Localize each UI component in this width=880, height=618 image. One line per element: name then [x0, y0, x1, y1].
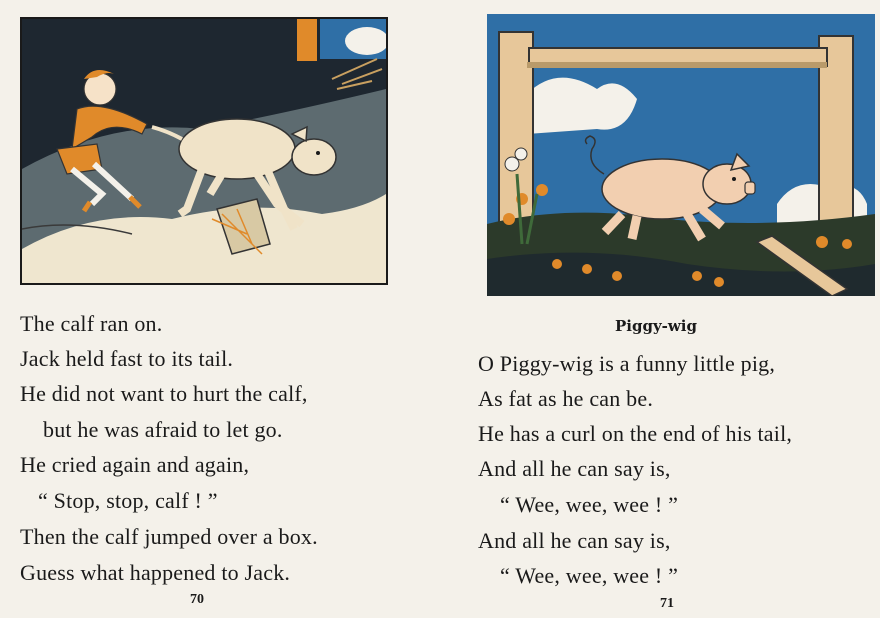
right-page — [440, 0, 880, 618]
text-line: The calf ran on. — [20, 311, 163, 336]
page-number: 70 — [190, 592, 204, 607]
piggy-wig-illustration — [487, 14, 875, 296]
poem-line: And all he can say is, — [478, 528, 671, 553]
poem-line: And all he can say is, — [478, 456, 671, 481]
poem-line: As fat as he can be. — [478, 386, 654, 411]
text-line: Then the calf jumped over a box. — [20, 524, 318, 549]
text-line: Jack held fast to its tail. — [20, 346, 234, 371]
poem-line: O Piggy-wig is a funny little pig, — [478, 351, 776, 376]
poem-line: “ Wee, wee, wee ! ” — [500, 563, 679, 588]
text-line: He did not want to hurt the calf, — [20, 381, 308, 406]
text-line: “ Stop, stop, calf ! ” — [38, 488, 218, 513]
text-line: Guess what happened to Jack. — [20, 560, 291, 585]
text-line: but he was afraid to let go. — [43, 417, 283, 442]
text-line: He cried again and again, — [20, 452, 250, 477]
poem-title: Piggy-wig — [615, 317, 697, 335]
poem-line: “ Wee, wee, wee ! ” — [500, 492, 679, 517]
page-number: 71 — [660, 596, 674, 611]
calf-and-jack-illustration — [20, 17, 388, 285]
poem-line: He has a curl on the end of his tail, — [478, 421, 793, 446]
